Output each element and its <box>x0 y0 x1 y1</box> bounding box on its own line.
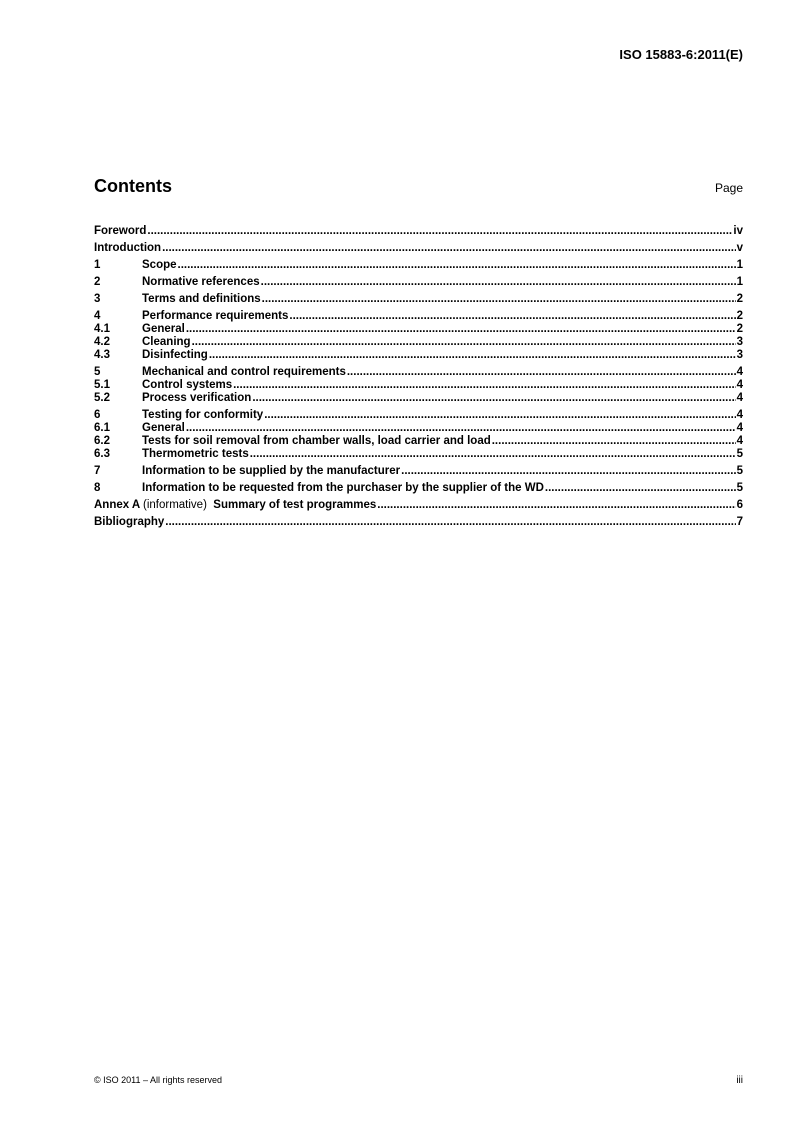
toc-entry[interactable] <box>94 310 743 323</box>
page-number: iii <box>736 1075 743 1086</box>
toc-group <box>94 465 743 478</box>
toc-entry[interactable] <box>94 259 743 272</box>
toc-entry-title <box>142 323 185 336</box>
toc-entry-page: 5 <box>736 448 743 460</box>
toc-entry-title-text: Normative references <box>142 276 260 288</box>
toc-entry-page: 5 <box>736 465 743 477</box>
toc-entry-page: 7 <box>736 516 743 528</box>
toc-entry-title <box>142 392 251 405</box>
contents-header <box>94 176 743 197</box>
toc-entry-number: 1 <box>94 259 101 271</box>
toc-entry-title <box>142 349 208 362</box>
toc-dot-leader <box>162 242 736 255</box>
contents-title: Contents <box>94 176 172 196</box>
toc-entry[interactable] <box>94 276 743 289</box>
toc-entry[interactable] <box>94 499 743 512</box>
toc-group <box>94 409 743 461</box>
toc-dot-leader <box>209 349 736 362</box>
toc-entry-number: 8 <box>94 482 101 494</box>
toc-dot-leader <box>233 379 735 392</box>
toc-dot-leader <box>401 465 735 478</box>
toc-entry[interactable] <box>94 422 743 435</box>
toc-entry-title <box>142 276 260 289</box>
toc-dot-leader <box>250 448 736 461</box>
page-column-label: Page <box>714 181 743 195</box>
toc-group <box>94 499 743 512</box>
toc-dot-leader <box>262 293 736 306</box>
toc-entry-page: 4 <box>736 379 743 391</box>
toc-entry[interactable] <box>94 465 743 478</box>
toc-entry-page: 4 <box>736 392 743 404</box>
toc-entry-number: 4.1 <box>94 323 110 335</box>
toc-entry[interactable] <box>94 225 743 238</box>
toc-entry-title-text: Disinfecting <box>142 349 208 361</box>
toc-entry-number: 6.1 <box>94 422 110 434</box>
toc-entry-number: 2 <box>94 276 101 288</box>
toc-entry[interactable] <box>94 482 743 495</box>
toc-entry-title-text: General <box>142 422 185 434</box>
toc-entry-title-text: Testing for conformity <box>142 409 264 421</box>
toc-entry-title <box>94 242 161 255</box>
toc-entry-number: 6 <box>94 409 101 421</box>
toc-entry[interactable] <box>94 293 743 306</box>
toc-dot-leader <box>347 366 736 379</box>
toc-group <box>94 366 743 405</box>
document-identifier: ISO 15883-6:2011(E) <box>619 47 743 62</box>
toc-dot-leader <box>178 259 736 272</box>
toc-entry-title-text: Bibliography <box>94 516 165 528</box>
toc-entry-page: 4 <box>736 366 743 378</box>
toc-dot-leader <box>165 516 735 529</box>
toc-dot-leader <box>252 392 735 405</box>
toc-entry-title <box>142 448 249 461</box>
toc-entry-title-text: Information to be requested from the purchaser by the supplier of the WD <box>142 482 544 494</box>
toc-entry-number: 6.2 <box>94 435 110 447</box>
toc-entry-title <box>142 409 263 422</box>
toc-entry-title-text: Process verification <box>142 392 252 404</box>
toc-entry-page: 6 <box>736 499 743 511</box>
toc-entry-title-text: Control systems <box>142 379 233 391</box>
toc-entry-number: 7 <box>94 465 101 477</box>
toc-entry[interactable] <box>94 392 743 405</box>
toc-entry[interactable] <box>94 409 743 422</box>
toc-dot-leader <box>147 225 732 238</box>
toc-entry-number: 6.3 <box>94 448 110 460</box>
toc-entry-number: 5.1 <box>94 379 110 391</box>
toc-entry-title <box>94 516 164 529</box>
toc-entry-title-text: Cleaning <box>142 336 191 348</box>
toc-group <box>94 482 743 495</box>
toc-dot-leader <box>261 276 736 289</box>
toc-dot-leader <box>545 482 736 495</box>
toc-entry[interactable] <box>94 448 743 461</box>
toc-annex-title: Summary of test programmes <box>213 499 377 511</box>
toc-group <box>94 242 743 255</box>
toc-entry-title <box>142 435 491 448</box>
toc-entry-page: 5 <box>736 482 743 494</box>
toc-entry-title <box>142 379 232 392</box>
toc-entry[interactable] <box>94 366 743 379</box>
toc-entry-page: 4 <box>736 409 743 421</box>
toc-entry-title <box>142 293 261 306</box>
toc-dot-leader <box>192 336 736 349</box>
toc-dot-leader <box>186 323 736 336</box>
toc-entry-title-text: Terms and definitions <box>142 293 261 305</box>
toc-dot-leader <box>264 409 735 422</box>
toc-entry-number: 3 <box>94 293 101 305</box>
toc-entry-title <box>142 465 400 478</box>
toc-dot-leader <box>492 435 736 448</box>
toc-entry-title <box>94 225 146 238</box>
toc-group <box>94 225 743 238</box>
toc-entry-page: 1 <box>736 276 743 288</box>
toc-annex-note: (informative) <box>143 499 207 511</box>
toc-entry-title <box>142 259 177 272</box>
toc-entry-title <box>142 336 191 349</box>
toc-group <box>94 293 743 306</box>
toc-entry-title <box>94 499 376 512</box>
toc-entry-number: 5 <box>94 366 101 378</box>
toc-entry-title-text: Performance requirements <box>142 310 289 322</box>
toc-entry-page: 3 <box>736 349 743 361</box>
toc-entry-title-text: Introduction <box>94 242 162 254</box>
toc-entry-page: v <box>736 242 743 254</box>
toc-dot-leader <box>186 422 736 435</box>
toc-entry[interactable] <box>94 379 743 392</box>
toc-entry-title-text: Tests for soil removal from chamber walls, load carrier and load <box>142 435 491 447</box>
toc-group <box>94 516 743 529</box>
toc-group <box>94 310 743 362</box>
toc-entry-page: 1 <box>736 259 743 271</box>
page-footer <box>94 1075 743 1086</box>
toc-entry-title-text: Information to be supplied by the manufacturer <box>142 465 401 477</box>
toc-entry-title-text: Foreword <box>94 225 147 237</box>
table-of-contents <box>94 225 743 533</box>
toc-entry[interactable] <box>94 516 743 529</box>
toc-entry[interactable] <box>94 242 743 255</box>
toc-entry[interactable] <box>94 323 743 336</box>
toc-entry-title <box>142 482 544 495</box>
toc-entry[interactable] <box>94 435 743 448</box>
toc-entry-number: 4 <box>94 310 101 322</box>
toc-entry-title-text: Annex A <box>94 499 140 511</box>
toc-entry[interactable] <box>94 349 743 362</box>
toc-entry-title <box>142 310 288 323</box>
toc-entry-page: 2 <box>736 310 743 322</box>
toc-entry-title-text: General <box>142 323 185 335</box>
toc-dot-leader <box>377 499 735 512</box>
toc-dot-leader <box>289 310 735 323</box>
toc-entry[interactable] <box>94 336 743 349</box>
toc-entry-title <box>142 366 346 379</box>
toc-group <box>94 259 743 272</box>
toc-entry-page: 2 <box>736 323 743 335</box>
toc-entry-title-text: Thermometric tests <box>142 448 249 460</box>
toc-entry-page: 2 <box>736 293 743 305</box>
toc-entry-title-text: Scope <box>142 259 177 271</box>
toc-entry-number: 4.3 <box>94 349 110 361</box>
toc-entry-title <box>142 422 185 435</box>
toc-entry-number: 4.2 <box>94 336 110 348</box>
toc-entry-page: 4 <box>736 422 743 434</box>
copyright-notice: © ISO 2011 – All rights reserved <box>94 1075 223 1085</box>
toc-entry-page: 4 <box>736 435 743 447</box>
toc-entry-page: iv <box>733 225 743 237</box>
toc-entry-page: 3 <box>736 336 743 348</box>
toc-entry-number: 5.2 <box>94 392 110 404</box>
toc-group <box>94 276 743 289</box>
toc-entry-title-text: Mechanical and control requirements <box>142 366 346 378</box>
